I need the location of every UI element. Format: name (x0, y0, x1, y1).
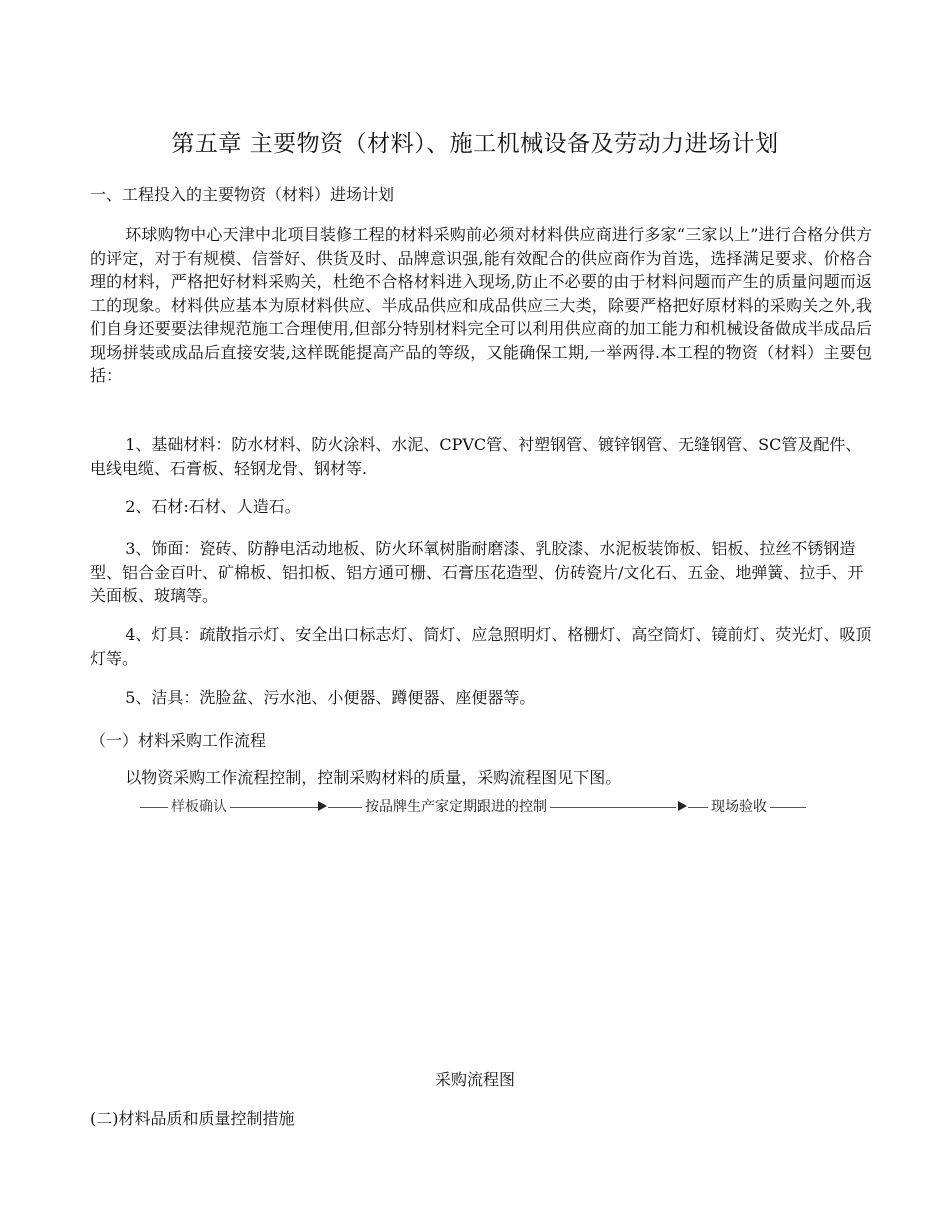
subsection-heading-procurement-flow: （一）材料采购工作流程 (90, 731, 267, 750)
page-title: 第五章 主要物资（材料）、施工机械设备及劳动力进场计划 (171, 131, 779, 157)
flow-arrow-icon (678, 801, 687, 811)
list-item-basic-materials: 1、基础材料：防水材料、防火涂料、水泥、CPVC管、衬塑钢管、镀锌钢管、无缝钢管、SC管及配件、电线电缆、石膏板、轻钢龙骨、钢材等. (90, 435, 862, 478)
list-item-lighting: 4、灯具：疏散指示灯、安全出口标志灯、筒灯、应急照明灯、格栅灯、高空筒灯、镜前灯、荧光灯、吸顶灯等。 (90, 625, 872, 668)
section-heading-materials-plan: 一、工程投入的主要物资（材料）进场计划 (90, 185, 395, 204)
figure-caption: 采购流程图 (434, 1070, 515, 1089)
list-item-finishes: 3、饰面：瓷砖、防静电活动地板、防火环氧树脂耐磨漆、乳胶漆、水泥板装饰板、铝板、拉丝不锈钢造型、铝合金百叶、矿棉板、铝扣板、铝方通可栅、石膏压花造型、仿砖瓷片/文化石、五金、地弹簧、拉手、开关面板、玻璃等。 (90, 539, 864, 605)
flow-node-site-acceptance: 现场验收 (708, 797, 770, 817)
list-item-stone: 2、石材:石材、人造石。 (125, 497, 301, 516)
intro-paragraph: 环球购物中心天津中北项目装修工程的材料采购前必须对材料供应商进行多家“三家以上”进行合格分供方的评定，对于有规模、信誉好、供货及时、品牌意识强,能有效配合的供应商作为首选，选择满足要求、价格合理的材料，严格把好材料采购关，杜绝不合格材料进入现场,防止不必要的由于材料问题而产生的质量问题而返工的现象。材料供应基本为原材料供应、半成品供应和成品供应三大类，除要严格把好原材料的采购关之外,我们自身还要要法律规范施工合理使用,但部分特别材料完全可以利用供应商的加工能力和机械设备做成半成品后现场拼装或成品后直接安装,这样既能提高产品的等级，又能确保工期,一举两得.本工程的物资（材料）主要包括： (90, 225, 872, 385)
flow-description: 以物资采购工作流程控制，控制采购材料的质量，采购流程图见下图。 (125, 768, 622, 787)
procurement-flowchart (140, 793, 810, 823)
list-item-sanitary: 5、洁具：洗脸盆、污水池、小便器、蹲便器、座便器等。 (125, 688, 536, 707)
flow-arrow-icon (318, 801, 327, 811)
subsection-heading-quality-control: (二)材料品质和质量控制措施 (90, 1109, 295, 1128)
flow-node-sample-confirm: 样板确认 (168, 797, 230, 817)
flow-node-brand-follow-up: 按品牌生产家定期跟进的控制 (362, 797, 550, 817)
